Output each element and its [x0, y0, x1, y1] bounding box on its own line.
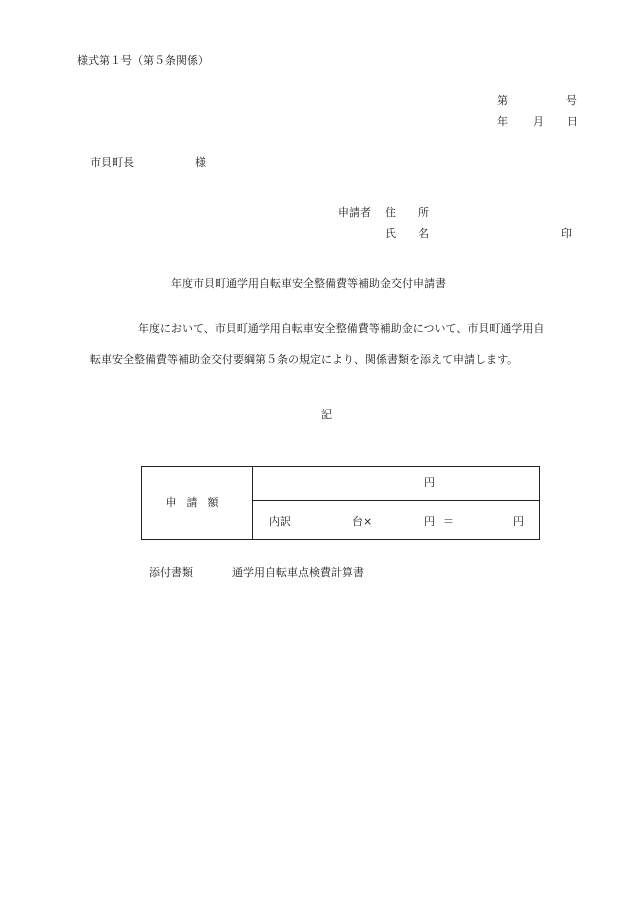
breakdown-yen-total: 円 — [513, 515, 524, 528]
form-number: 様式第１号（第５条関係） — [77, 54, 209, 67]
doc-number-go: 号 — [566, 94, 577, 107]
seal-mark: 印 — [561, 227, 572, 240]
date-day: 日 — [567, 115, 578, 128]
applicant-label: 申請者 — [338, 206, 371, 219]
body-line-1: 年度において、市貝町通学用自転車安全整備費等補助金について、市貝町通学用自 — [138, 322, 545, 335]
application-amount-label: 申請額 — [142, 467, 253, 539]
breakdown-label: 内訳 — [269, 515, 291, 528]
table-row-divider — [253, 500, 539, 501]
breakdown-equals: ＝ — [443, 515, 454, 528]
date-year: 年 — [497, 115, 508, 128]
attachment-value: 通学用自転車点検費計算書 — [232, 566, 364, 579]
addressee-title: 市貝町長 — [90, 156, 134, 169]
attachment-label: 添付書類 — [149, 566, 193, 579]
doc-number-dai: 第 — [497, 94, 508, 107]
breakdown-yen: 円 — [424, 515, 435, 528]
applicant-name-label: 氏 名 — [385, 227, 429, 240]
document-title: 年度市貝町通学用自転車安全整備費等補助金交付申請書 — [171, 277, 446, 290]
breakdown-units: 台× — [352, 515, 373, 528]
body-line-2: 転車安全整備費等補助金交付要綱第５条の規定により、関係書類を添えて申請します。 — [90, 353, 519, 366]
date-month: 月 — [533, 115, 544, 128]
application-amount-table — [141, 466, 540, 540]
applicant-address-label: 住 所 — [385, 206, 429, 219]
amount-yen-unit: 円 — [424, 476, 435, 489]
ki-heading: 記 — [321, 408, 332, 421]
addressee-honorific: 様 — [195, 156, 206, 169]
